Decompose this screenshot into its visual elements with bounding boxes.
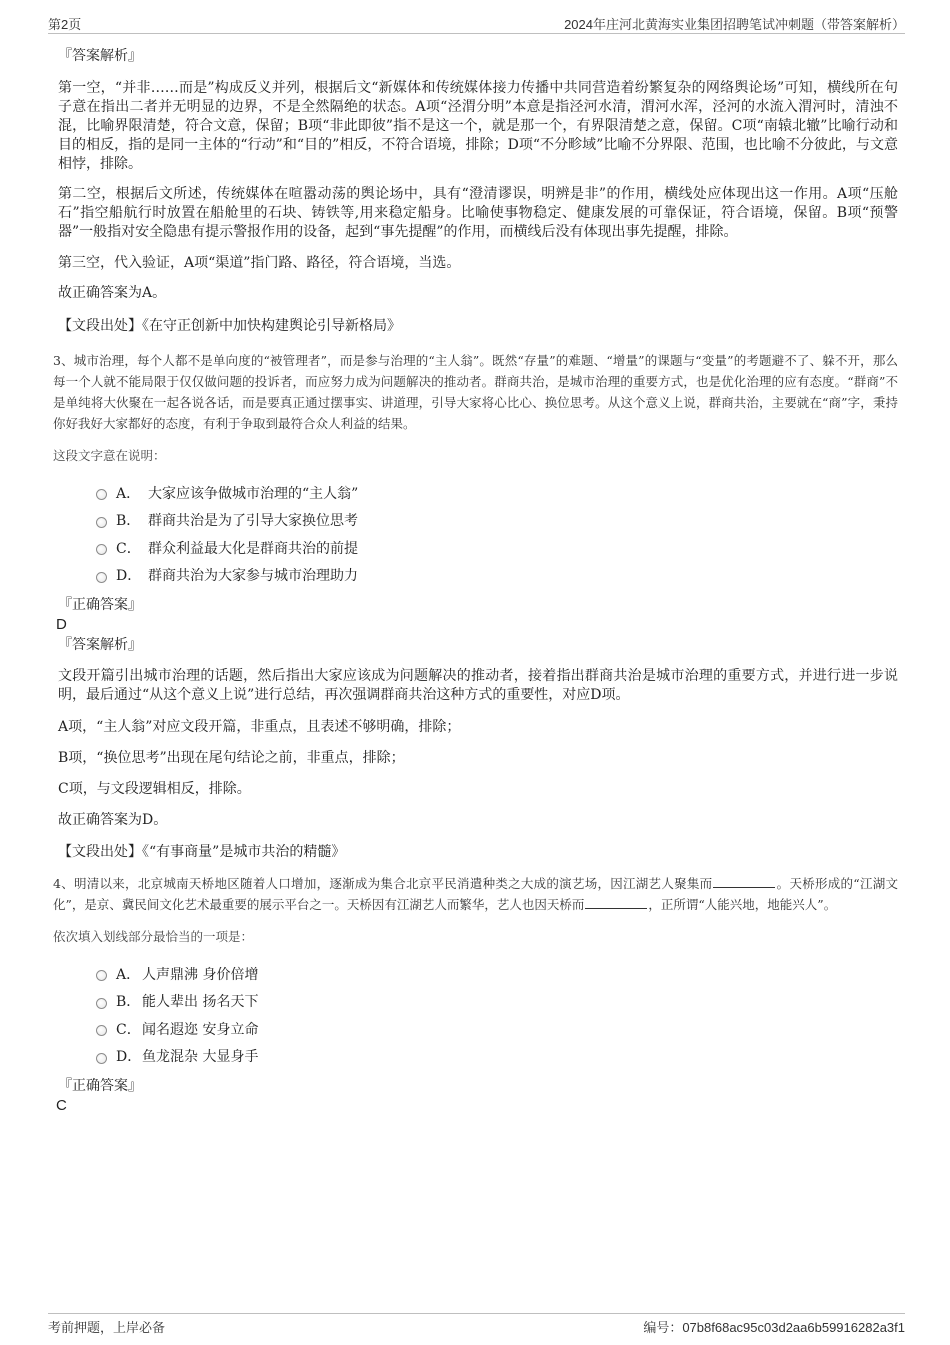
q2-analysis-p1: 第一空，“并非……而是”构成反义并列，根据后文“新媒体和传统媒体接力传播中共同营造着纷繁复杂的网络舆论场”可知，横线所在句子意在指出二者并无明显的边界，不是全然隔绝的状态。A项“泾渭分明”本意是指泾河水清，渭河水浑，泾河的水流入渭河时，清浊不混，比喻界限清楚，符合文意，保留；B项“非此即彼”指不是这一个，就是那一个，有界限清楚之意，保留。C项“南辕北辙”比喻行动和目的相反，指的是同一主体的“行动”和“目的”相反，不符合语境，排除；D项“不分畛域”比喻不分界限、范围，也比喻不分彼此，与文意相悖，排除。 bbox=[58, 80, 898, 172]
q2-analysis-p3: 第三空，代入验证，A项“渠道”指门路、路径，符合语境，当选。 bbox=[58, 255, 461, 271]
q4-prompt: 依次填入划线部分最恰当的一项是： bbox=[53, 929, 254, 944]
q3-correct-title: 『正确答案』 bbox=[58, 597, 142, 613]
q3-analysis-p1: 文段开篇引出城市治理的话题，然后指出大家应该成为问题解决的推动者，接着指出群商共治是城市治理的重要方式，并进行进一步说明，最后通过“从这个意义上说”进行总结，再次强调群商共治这种方式的重要性，对应D项。 bbox=[58, 668, 898, 703]
q3-correct-answer: D bbox=[56, 616, 67, 633]
q3-option-d[interactable] bbox=[96, 562, 898, 590]
q4-correct-answer: C bbox=[56, 1097, 67, 1114]
radio-icon[interactable] bbox=[96, 1053, 107, 1064]
q3-analysis-title: 『答案解析』 bbox=[58, 637, 142, 653]
q3-option-b[interactable] bbox=[96, 507, 898, 535]
radio-icon[interactable] bbox=[96, 517, 107, 528]
option-text: 群商共治为大家参与城市治理助力 bbox=[148, 568, 358, 585]
q3-option-a[interactable] bbox=[96, 479, 898, 507]
q4-options bbox=[96, 960, 898, 1070]
option-letter: C． bbox=[116, 1021, 141, 1038]
q4-option-a[interactable] bbox=[96, 960, 898, 988]
page-content bbox=[53, 46, 898, 1116]
document-id: 编号：07b8f68ac95c03d2aa6b59916282a3f1 bbox=[643, 1320, 905, 1335]
footer-slogan: 考前押题，上岸必备 bbox=[48, 1320, 166, 1335]
option-text: 大家应该争做城市治理的“主人翁” bbox=[148, 485, 359, 502]
fill-blank-2 bbox=[585, 896, 647, 909]
q3-prompt: 这段文字意在说明： bbox=[53, 448, 166, 463]
page-number: 第2页 bbox=[48, 17, 82, 32]
option-text: 能人辈出 扬名天下 bbox=[142, 994, 259, 1011]
q2-analysis-title: 『答案解析』 bbox=[58, 48, 142, 64]
q4-option-b[interactable] bbox=[96, 988, 898, 1016]
q3-conclusion: 故正确答案为D。 bbox=[58, 812, 168, 828]
q4-stem-part1: 4、明清以来，北京城南天桥地区随着人口增加，逐渐成为集合北京平民消遣种类之大成的演艺场，因江湖艺人聚集而 bbox=[53, 876, 713, 891]
q4-stem-part3: ，正所谓“人能兴地，地能兴人”。 bbox=[648, 897, 837, 912]
fill-blank-1 bbox=[713, 875, 775, 888]
document-title: 2024年庄河北黄海实业集团招聘笔试冲刺题（带答案解析） bbox=[564, 17, 905, 32]
option-letter: A． bbox=[116, 485, 141, 502]
option-letter: B． bbox=[116, 513, 141, 530]
option-letter: D． bbox=[116, 1049, 142, 1066]
option-letter: D． bbox=[116, 568, 142, 585]
option-letter: A． bbox=[116, 966, 141, 983]
q2-conclusion: 故正确答案为A。 bbox=[58, 285, 167, 301]
q4-option-d[interactable] bbox=[96, 1043, 898, 1071]
q3-analysis-c: C项，与文段逻辑相反，排除。 bbox=[58, 781, 251, 797]
option-letter: B． bbox=[116, 994, 141, 1011]
q4-stem-part2: 。天桥形成的“江湖文化”，是京、冀民间文化艺术最重要的展示平台之一。天桥因有江湖艺人而繁华，艺人也因天桥而 bbox=[53, 876, 898, 912]
q3-stem: 3、城市治理，每个人都不是单向度的“被管理者”，而是参与治理的“主人翁”。既然“存量”的难题、“增量”的课题与“变量”的考题避不了、躲不开，那么每一个人就不能局限于仅仅做问题的投诉者，而应努力成为问题解决的推动者。群商共治，是城市治理的重要方式，也是优化治理的应有态度。“群商”不是单纯将大伙聚在一起各说各话，而是要真正通过摆事实、讲道理，引导大家将心比心、换位思考。从这个意义上说，群商共治，主要就在“商”字，秉持你好我好大家都好的态度，有利于争取到最符合众人利益的结果。 bbox=[53, 353, 898, 431]
q3-source: 【文段出处】《“有事商量”是城市共治的精髓》 bbox=[58, 844, 346, 860]
page-footer bbox=[48, 1313, 905, 1335]
q4-option-c[interactable] bbox=[96, 1015, 898, 1043]
radio-icon[interactable] bbox=[96, 572, 107, 583]
radio-icon[interactable] bbox=[96, 489, 107, 500]
option-text: 群商共治是为了引导大家换位思考 bbox=[148, 513, 358, 530]
page-header bbox=[48, 12, 905, 34]
q3-analysis-a: A项，“主人翁”对应文段开篇，非重点，且表述不够明确，排除； bbox=[58, 719, 461, 735]
radio-icon[interactable] bbox=[96, 970, 107, 981]
radio-icon[interactable] bbox=[96, 998, 107, 1009]
radio-icon[interactable] bbox=[96, 1025, 107, 1036]
q3-options bbox=[96, 479, 898, 589]
option-letter: C． bbox=[116, 540, 141, 557]
option-text: 群众利益最大化是群商共治的前提 bbox=[148, 540, 358, 557]
option-text: 鱼龙混杂 大显身手 bbox=[142, 1049, 259, 1066]
q2-analysis-p2: 第二空，根据后文所述，传统媒体在喧嚣动荡的舆论场中，具有“澄清谬误，明辨是非”的作用，横线处应体现出这一作用。A项“压舱石”指空船航行时放置在船舱里的石块、铸铁等,用来稳定船身。比喻使事物稳定、健康发展的可靠保证，符合语境，保留。B项“预警器”一般指对安全隐患有提示警报作用的设备，起到“事先提醒”的作用，而横线后没有体现出事先提醒，排除。 bbox=[58, 186, 898, 240]
q4-correct-title: 『正确答案』 bbox=[58, 1078, 142, 1094]
q3-analysis-b: B项，“换位思考”出现在尾句结论之前，非重点，排除； bbox=[58, 750, 405, 766]
q2-source: 【文段出处】《在守正创新中加快构建舆论引导新格局》 bbox=[58, 318, 401, 334]
option-text: 人声鼎沸 身价倍增 bbox=[142, 966, 259, 983]
q3-option-c[interactable] bbox=[96, 534, 898, 562]
radio-icon[interactable] bbox=[96, 544, 107, 555]
q4-stem bbox=[53, 873, 898, 915]
option-text: 闻名遐迩 安身立命 bbox=[142, 1021, 259, 1038]
